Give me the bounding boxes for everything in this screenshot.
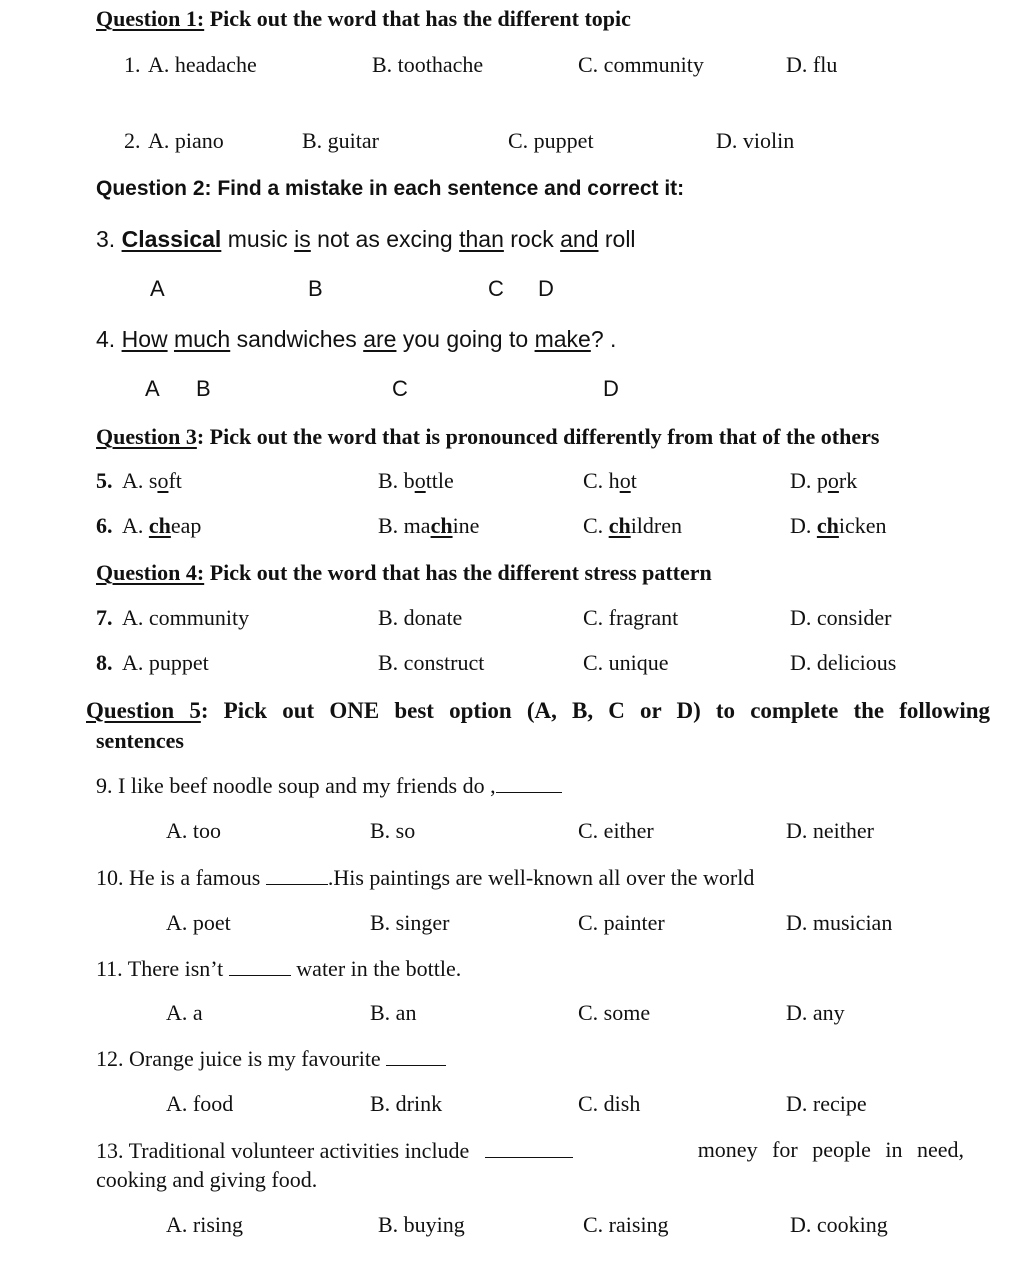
underlined-word-d: and <box>560 226 599 252</box>
question-1-label: Question 1: <box>96 6 205 31</box>
item-number: 1. <box>124 52 141 77</box>
sentence-3 <box>96 228 636 251</box>
question-5-label: Question 5 <box>86 698 201 723</box>
item-number: 8. <box>96 650 113 675</box>
stem-text: .His paintings are well-known all over the world <box>327 865 755 890</box>
sentence-text: sandwiches <box>230 326 364 352</box>
sentence-4 <box>96 328 616 351</box>
option-d: D. consider <box>790 605 892 630</box>
option-a: A. too <box>166 818 221 843</box>
question-13-stem-cont: cooking and giving food. <box>96 1167 318 1192</box>
item-number: 5. <box>96 468 113 493</box>
option-b: B. buying <box>378 1212 465 1237</box>
option-d: D. cooking <box>790 1212 888 1237</box>
sentence-text: music <box>221 226 295 252</box>
option-a: A. community <box>122 605 250 630</box>
question-4-instruction: Pick out the word that has the different stress pattern <box>204 560 712 585</box>
underlined-word-a: How <box>121 326 168 352</box>
label-a: A <box>150 276 165 301</box>
option-d: D. any <box>786 1000 845 1025</box>
option-a: A. soft <box>122 468 182 493</box>
option-b: B. donate <box>378 605 463 630</box>
label-c: C <box>488 276 504 301</box>
question-3-label: Question 3 <box>96 424 197 449</box>
item-number: 6. <box>96 513 113 538</box>
option-d: D. chicken <box>790 513 887 538</box>
option-a: A. puppet <box>122 650 209 675</box>
question-5-instruction: : Pick out ONE best option (A, B, C or D) to complete the following <box>200 698 991 723</box>
question-13-stem <box>96 1139 964 1162</box>
underlined-word-b: is <box>294 226 311 252</box>
option-c: C. either <box>578 818 654 843</box>
question-1-title <box>96 8 631 30</box>
option-a: A. cheap <box>122 513 202 538</box>
option-a: A. rising <box>166 1212 243 1237</box>
option-a: A. a <box>166 1000 203 1025</box>
option-b: B. toothache <box>372 52 484 77</box>
option-b: B. bottle <box>378 468 454 493</box>
question-3-title <box>96 426 879 448</box>
option-d: D. flu <box>786 52 838 77</box>
stem-text: 12. Orange juice is my favourite <box>96 1046 381 1071</box>
option-c: C. raising <box>583 1212 669 1237</box>
answer-blank <box>266 866 328 885</box>
question-1-instruction: Pick out the word that has the different topic <box>204 6 631 31</box>
sentence-text: roll <box>598 226 636 252</box>
label-c: C <box>392 376 408 401</box>
option-b: B. singer <box>370 910 450 935</box>
label-d: D <box>538 276 554 301</box>
option-c: C. community <box>578 52 704 77</box>
answer-blank <box>386 1047 446 1066</box>
stem-text: 10. He is a famous <box>96 865 261 890</box>
option-a: A. food <box>166 1091 234 1116</box>
answer-blank <box>496 774 562 793</box>
label-b: B <box>196 376 211 401</box>
option-d: D. musician <box>786 910 893 935</box>
underlined-word-d: make <box>534 326 591 352</box>
question-2-title: Question 2: Find a mistake in each sentence and correct it: <box>96 177 685 200</box>
option-d: D. neither <box>786 818 874 843</box>
option-c: C. unique <box>583 650 669 675</box>
underlined-word-b: much <box>173 326 231 352</box>
option-c: C. dish <box>578 1091 641 1116</box>
sentence-text: rock <box>503 226 561 252</box>
option-a: A. poet <box>166 910 231 935</box>
option-c: C. some <box>578 1000 651 1025</box>
stem-text: water in the bottle. <box>296 956 462 981</box>
answer-blank <box>229 957 291 976</box>
option-d: D. recipe <box>786 1091 867 1116</box>
option-b: B. so <box>370 818 416 843</box>
sentence-text: not as excing <box>310 226 460 252</box>
stem-text: 13. Traditional volunteer activities include <box>96 1138 470 1163</box>
item-number: 3. <box>96 226 116 252</box>
question-4-label: Question 4: <box>96 560 205 585</box>
underlined-word-c: are <box>363 326 397 352</box>
stem-text: money for people in need, <box>697 1137 964 1162</box>
sentence-text: you going to <box>396 326 535 352</box>
option-d: D. delicious <box>790 650 897 675</box>
item-number: 4. <box>96 326 116 352</box>
option-c: C. puppet <box>508 128 594 153</box>
option-d: D. pork <box>790 468 858 493</box>
answer-blank <box>485 1139 573 1158</box>
option-c: C. painter <box>578 910 665 935</box>
label-d: D <box>603 376 619 401</box>
stem-text: 9. I like beef noodle soup and my friends do , <box>96 773 496 798</box>
option-a: A. piano <box>148 128 224 153</box>
option-b: B. construct <box>378 650 485 675</box>
question-5-title-cont: sentences <box>96 728 184 753</box>
sentence-text: ? . <box>590 326 617 352</box>
label-b: B <box>308 276 323 301</box>
option-c: C. hot <box>583 468 637 493</box>
underlined-word-a: Classical <box>121 226 222 252</box>
option-b: B. guitar <box>302 128 379 153</box>
option-c: C. fragrant <box>583 605 679 630</box>
item-number: 7. <box>96 605 113 630</box>
option-b: B. machine <box>378 513 480 538</box>
question-11-stem <box>96 957 461 980</box>
item-number: 2. <box>124 128 141 153</box>
option-c: C. children <box>583 513 683 538</box>
question-5-title <box>86 699 990 722</box>
option-a: A. headache <box>148 52 257 77</box>
question-12-stem <box>96 1047 446 1070</box>
question-3-instruction: : Pick out the word that is pronounced differently from that of the others <box>196 424 880 449</box>
label-a: A <box>145 376 160 401</box>
option-b: B. an <box>370 1000 417 1025</box>
question-9-stem <box>96 774 562 797</box>
stem-text: 11. There isn’t <box>96 956 224 981</box>
question-4-title <box>96 562 712 584</box>
underlined-word-c: than <box>459 226 504 252</box>
question-10-stem <box>96 866 754 889</box>
option-b: B. drink <box>370 1091 443 1116</box>
option-d: D. violin <box>716 128 795 153</box>
